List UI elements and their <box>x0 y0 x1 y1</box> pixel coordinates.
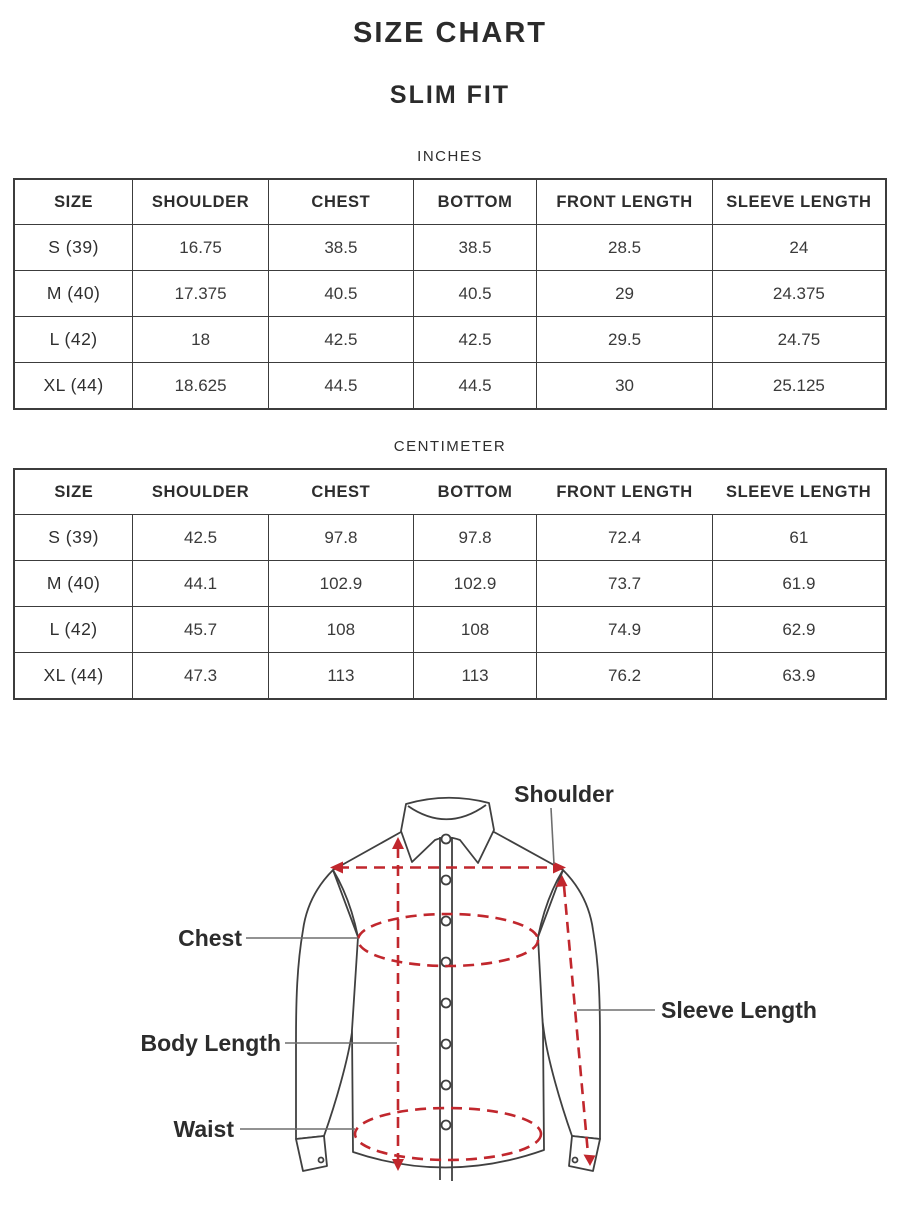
table-cell: 42.5 <box>268 317 413 363</box>
column-header: SIZE <box>14 469 133 515</box>
table-cell: 24.75 <box>712 317 886 363</box>
table-header-row <box>14 469 886 515</box>
column-header: SLEEVE LENGTH <box>712 179 886 225</box>
table-cell: 113 <box>413 653 537 700</box>
right-cuff <box>569 1136 600 1171</box>
table-cell: 44.1 <box>133 561 269 607</box>
column-header: FRONT LENGTH <box>537 179 712 225</box>
shirt-button <box>442 876 451 885</box>
size-cell: M (40) <box>14 271 133 317</box>
table-cell: 113 <box>268 653 413 700</box>
column-header: CHEST <box>268 469 413 515</box>
column-header: BOTTOM <box>413 469 537 515</box>
column-header: SIZE <box>14 179 133 225</box>
shirt-button <box>442 835 451 844</box>
table-cell: 73.7 <box>537 561 712 607</box>
size-cell: XL (44) <box>14 653 133 700</box>
column-header: CHEST <box>268 179 413 225</box>
table-cell: 44.5 <box>413 363 537 410</box>
table-cell: 97.8 <box>268 515 413 561</box>
table-cell: 38.5 <box>268 225 413 271</box>
table-cell: 44.5 <box>268 363 413 410</box>
left-cuff <box>296 1136 327 1171</box>
table-cell: 72.4 <box>537 515 712 561</box>
chest-label: Chest <box>178 925 242 951</box>
table-row <box>14 653 886 700</box>
table-row <box>14 317 886 363</box>
table-cell: 63.9 <box>712 653 886 700</box>
table-cell: 25.125 <box>712 363 886 410</box>
table-cell: 29 <box>537 271 712 317</box>
fit-subtitle: SLIM FIT <box>389 81 511 109</box>
column-header: BOTTOM <box>413 179 537 225</box>
table-cell: 28.5 <box>537 225 712 271</box>
table-cell: 108 <box>268 607 413 653</box>
shirt-button <box>442 999 451 1008</box>
table-header-row <box>14 179 886 225</box>
cuff-button <box>319 1158 324 1163</box>
table-cell: 24 <box>712 225 886 271</box>
cuff-button <box>573 1158 578 1163</box>
table-row <box>14 363 886 410</box>
table-cell: 102.9 <box>413 561 537 607</box>
table-cell: 30 <box>537 363 712 410</box>
size-cell: S (39) <box>14 515 133 561</box>
sleeve-length-label: Sleeve Length <box>661 997 817 1023</box>
size-cell: XL (44) <box>14 363 133 410</box>
table-cell: 62.9 <box>712 607 886 653</box>
shirt-button <box>442 1121 451 1130</box>
shirt-button <box>442 917 451 926</box>
size-cell: L (42) <box>14 607 133 653</box>
table-row <box>14 271 886 317</box>
size-table-inches <box>13 178 887 410</box>
shirt-measurement-diagram <box>0 740 900 1210</box>
table-cell: 74.9 <box>537 607 712 653</box>
table-cell: 47.3 <box>133 653 269 700</box>
page-title: SIZE CHART <box>353 17 547 49</box>
table-cell: 42.5 <box>413 317 537 363</box>
column-header: FRONT LENGTH <box>537 469 712 515</box>
waist-label: Waist <box>173 1116 234 1142</box>
table-row <box>14 225 886 271</box>
column-header: SLEEVE LENGTH <box>712 469 886 515</box>
table-cell: 18 <box>133 317 269 363</box>
table-cell: 40.5 <box>268 271 413 317</box>
right-sleeve <box>538 870 600 1139</box>
table-cell: 24.375 <box>712 271 886 317</box>
unit-label-centimeter: CENTIMETER <box>393 438 507 455</box>
size-cell: S (39) <box>14 225 133 271</box>
table-cell: 61.9 <box>712 561 886 607</box>
shirt-button <box>442 1081 451 1090</box>
table-row <box>14 561 886 607</box>
shirt-button <box>442 1040 451 1049</box>
table-row <box>14 607 886 653</box>
table-cell: 40.5 <box>413 271 537 317</box>
table-cell: 45.7 <box>133 607 269 653</box>
table-cell: 18.625 <box>133 363 269 410</box>
table-cell: 38.5 <box>413 225 537 271</box>
shoulder-label: Shoulder <box>514 781 614 807</box>
table-cell: 102.9 <box>268 561 413 607</box>
table-cell: 16.75 <box>133 225 269 271</box>
table-cell: 97.8 <box>413 515 537 561</box>
left-sleeve <box>296 870 358 1139</box>
table-cell: 76.2 <box>537 653 712 700</box>
shirt-diagram-svg <box>0 740 900 1210</box>
table-cell: 108 <box>413 607 537 653</box>
size-table-centimeter <box>13 468 887 700</box>
table-cell: 61 <box>712 515 886 561</box>
table-cell: 17.375 <box>133 271 269 317</box>
column-header: SHOULDER <box>133 179 269 225</box>
size-cell: L (42) <box>14 317 133 363</box>
unit-label-inches: INCHES <box>417 148 483 165</box>
column-header: SHOULDER <box>133 469 269 515</box>
table-cell: 29.5 <box>537 317 712 363</box>
table-cell: 42.5 <box>133 515 269 561</box>
table-row <box>14 515 886 561</box>
body-length-label: Body Length <box>140 1030 281 1056</box>
size-cell: M (40) <box>14 561 133 607</box>
shoulder-pointer-line <box>551 808 554 864</box>
